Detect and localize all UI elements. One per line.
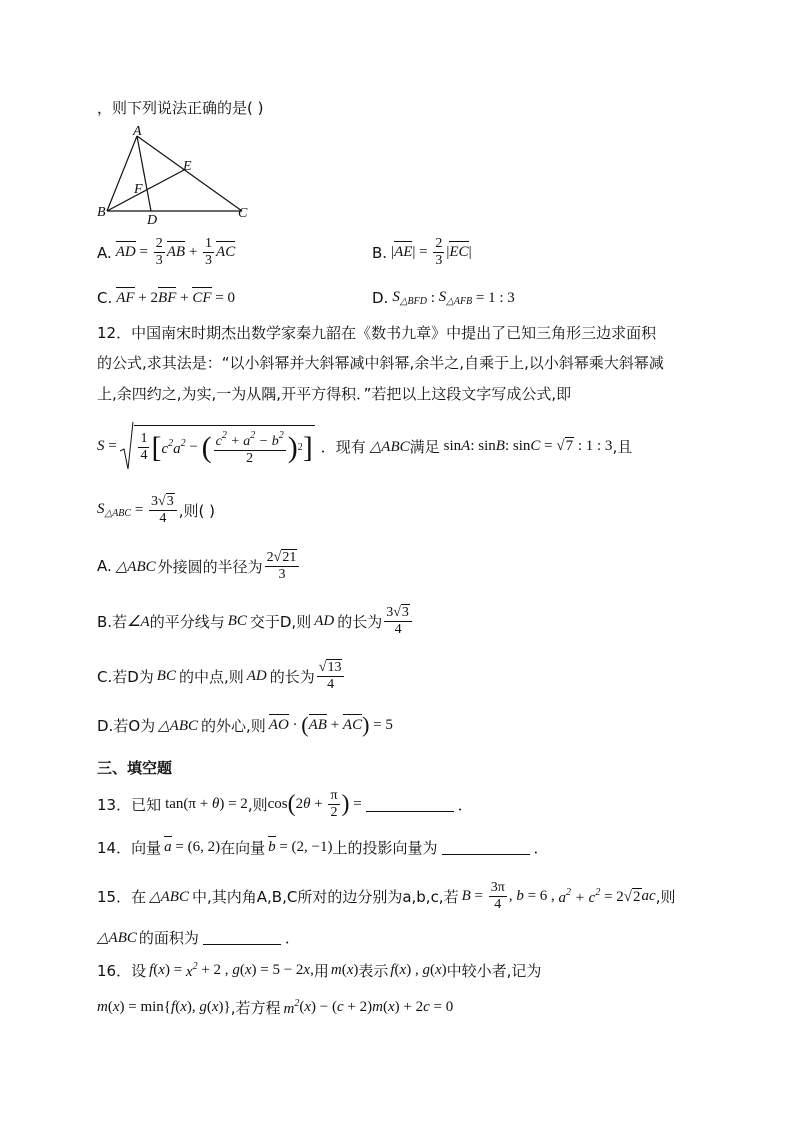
q11-option-d: D. $S_{\triangle BFD}$ : $S_{\triangle AFB}$ = 1 : 3	[372, 289, 515, 307]
vertex-label-c: C	[238, 206, 248, 221]
q12-option-b: B.若 ∠A 的平分线与 BC 交于D,则 AD 的长为 $\frac{3√3}{4}$	[97, 604, 414, 638]
q12-option-d: D.若O为 △ABC 的外心,则 AO · ( AB + AC ) = 5	[97, 712, 393, 737]
q12-line1: 12． 中国南宋时期杰出数学家秦九韶在《数书九章》中提出了已知三角形三边求面积	[97, 324, 657, 342]
vertex-label-d: D	[147, 213, 158, 228]
vertex-label-e: E	[183, 159, 192, 174]
q16: 16． 设 f ( x ) = $x^2$ + 2 , g ( x ) = 5 − 2 x , 用 m ( x ) 表示 f ( x ) , g ( x ) 中较小者,记为	[97, 960, 542, 980]
vertex-label-b: B	[97, 205, 106, 220]
sqrt-radical	[120, 421, 134, 471]
q13: 13． 已知 tan(π + θ ) = 2 ,则 cos ( 2 θ + $\frac{\pi}{2}$ ) = ．	[97, 788, 473, 820]
q13-answer-blank[interactable]	[366, 797, 454, 812]
q12-line3: 上,余四约之,为实,一为从隅,开平方得积．”若把以上这段文字写成公式,即	[97, 385, 572, 403]
q11-option-b: B. | AE | = $\frac{2}{3}$ | EC |	[372, 236, 472, 268]
section-title-fill-in: 三、填空题	[97, 759, 173, 777]
q15-line2: △ABC 的面积为 ．	[97, 929, 300, 947]
q11-option-c: C. AF + 2 BF + CF = 0	[97, 289, 235, 307]
q14: 14． 向量 a = (6, 2) 在向量 b = (2, −1) 上的投影向量为 ．	[97, 839, 549, 857]
q15-answer-blank[interactable]	[203, 930, 281, 945]
q12-area-condition: $S_{\triangle ABC}$ = $\frac{3√3}{4}$ ,则( )	[97, 494, 215, 526]
q12-line2: 的公式,求其法是：“以小斜幂并大斜幂减中斜幂,余半之,自乘于上,以小斜幂乘大斜幂减	[97, 354, 664, 372]
q12-option-c: C.若D为 BC 的中点,则 AD 的长为 $\frac{√13}{4}$	[97, 659, 346, 693]
q14-answer-blank[interactable]	[442, 840, 530, 855]
q11-option-a: A. AD = $\frac{2}{3}$ AB + $\frac{1}{3}$ AC	[97, 236, 236, 268]
q16-line2: m ( x ) = min{ f ( x ), g ( x )} ,若方程 $m^2$ ( x ) − ( c + 2) m ( x ) + 2 c = 0	[97, 997, 454, 1017]
q12-formula: S = $\frac{1}{4}$ [ $c^2a^2$ − ( $\frac{c^2 + a^2 - b^2}{2}$ ) 2 ] ．现有 △ABC 满足 sin A : sin B : sin C = √ 7 : 1 : 3 ,且	[97, 421, 632, 471]
vertex-label-a: A	[133, 124, 142, 139]
triangle-diagram	[92, 124, 262, 228]
q12-option-a: A. △ABC 外接圆的半径为 $\frac{2√21}{3}$	[97, 549, 301, 583]
vertex-label-f: F	[134, 182, 143, 197]
q11-stem: ，则下列说法正确的是( )	[97, 99, 264, 117]
q15: 15． 在 △ABC 中,其内角A,B,C所对的边分别为a,b,c,若 B = $\frac{3\pi}{4}$ , b = 6 , $a^2 + c^2$ = 2√2 ac ,则	[97, 880, 676, 912]
